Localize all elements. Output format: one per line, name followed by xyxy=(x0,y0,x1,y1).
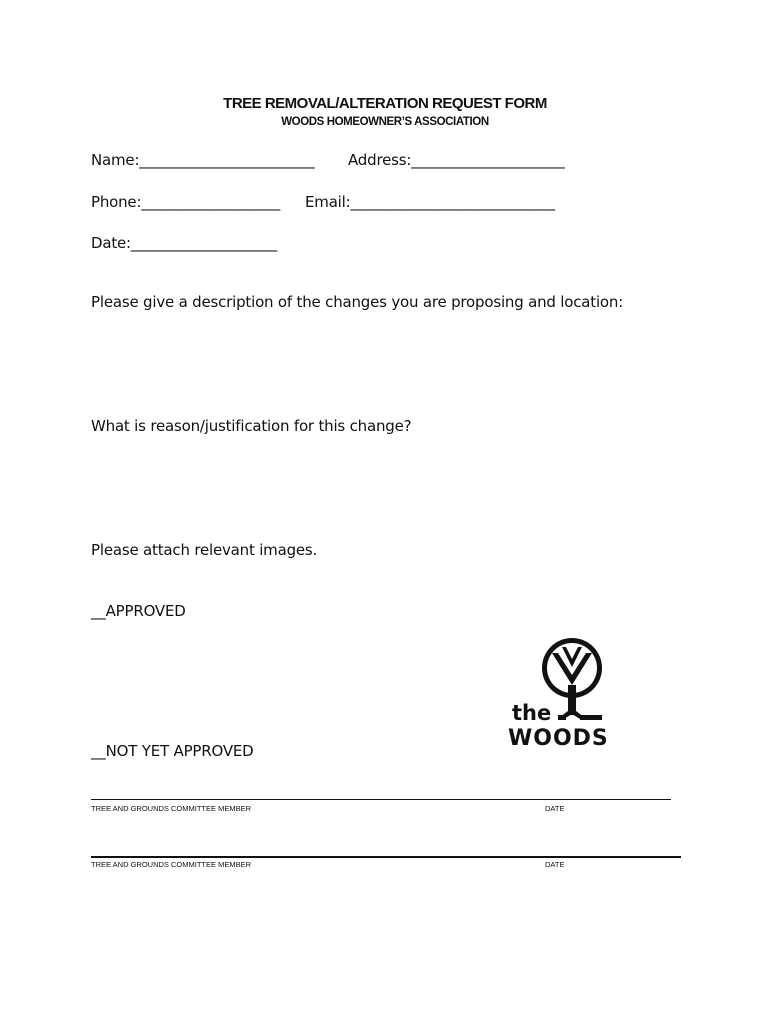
date-label-2: DATE xyxy=(545,860,565,869)
committee-member-label-2: TREE AND GROUNDS COMMITTEE MEMBER xyxy=(91,860,252,869)
not-yet-approved-option[interactable]: __NOT YET APPROVED xyxy=(91,742,254,760)
tree-trunk-icon xyxy=(568,685,576,715)
attach-images-prompt: Please attach relevant images. xyxy=(91,541,318,559)
signature-line-2[interactable] xyxy=(91,856,681,858)
form-subtitle: WOODS HOMEOWNER’S ASSOCIATION xyxy=(281,116,489,128)
date-label-1: DATE xyxy=(545,804,565,813)
date-field[interactable]: Date:____________________ xyxy=(91,234,277,252)
woods-tree-logo-svg xyxy=(500,625,612,750)
logo-text-woods: WOODS xyxy=(508,726,609,750)
woods-tree-logo xyxy=(500,625,612,750)
email-field[interactable]: Email:____________________________ xyxy=(305,193,555,211)
reason-prompt: What is reason/justification for this change? xyxy=(91,417,412,435)
committee-member-label-1: TREE AND GROUNDS COMMITTEE MEMBER xyxy=(91,804,252,813)
phone-field[interactable]: Phone:___________________ xyxy=(91,193,281,211)
form-title: TREE REMOVAL/ALTERATION REQUEST FORM xyxy=(223,95,547,112)
logo-text-the: the xyxy=(512,701,552,725)
address-field[interactable]: Address:_____________________ xyxy=(348,151,565,169)
signature-line-1[interactable] xyxy=(91,799,671,800)
approved-option[interactable]: __APPROVED xyxy=(91,602,186,620)
name-field[interactable]: Name:________________________ xyxy=(91,151,315,169)
description-prompt: Please give a description of the changes you are proposing and location: xyxy=(91,293,624,311)
